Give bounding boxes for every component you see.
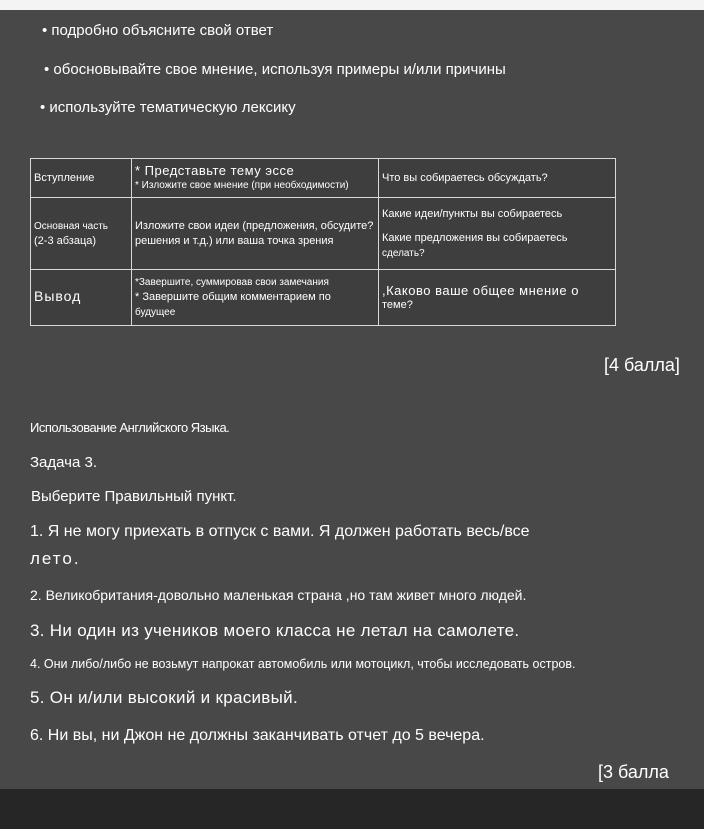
item-6: 6. Ни вы, ни Джон не должны заканчивать отчет до 5 вечера. (30, 727, 485, 744)
instruction-bullet-1: • подробно объясните свой ответ (42, 22, 274, 39)
table-row-conclusion (31, 270, 616, 326)
item-1-line-1: 1. Я не могу приехать в отпуск с вами. Я должен работать весь/все (30, 523, 530, 540)
intro-label: Вступление (31, 159, 132, 198)
instruction-bullet-2: • обосновывайте свое мнение, используя примеры и/или причины (44, 61, 506, 78)
intro-middle-line-1: * Представьте тему эссе (135, 163, 295, 178)
instruction-bullet-3: • используйте тематическую лексику (40, 99, 296, 116)
marks-3: [3 балла (598, 762, 669, 782)
conclusion-middle-line-3: будущее (135, 307, 176, 318)
instruction-text-3: используйте тематическую лексику (49, 99, 296, 116)
body-label-line-2: (2-3 абзаца) (34, 234, 97, 247)
body-right-line-3: сделать? (382, 247, 425, 259)
conclusion-right-line-2: теме? (382, 298, 413, 311)
table-row-intro (31, 159, 616, 198)
item-1-line-2: лето. (30, 549, 81, 568)
instruction-text-2: обосновывайте свое мнение, используя примеры и/или причины (53, 61, 506, 78)
task-title: Задача 3. (30, 454, 98, 471)
conclusion-right (379, 270, 616, 326)
table-row-body (31, 198, 616, 270)
section-title: Использование Английского Языка. (30, 420, 230, 435)
intro-middle (132, 159, 379, 198)
conclusion-middle-line-1: *Завершите, суммировав свои замечания (135, 277, 329, 288)
intro-middle-line-2: * Изложите свое мнение (при необходимости) (135, 180, 349, 191)
conclusion-middle-line-2: * Завершите общим комментарием по (135, 291, 331, 303)
instruction-text-1: подробно объясните свой ответ (51, 22, 274, 39)
body-right-line-2: Какие предложения вы собираетесь (382, 231, 568, 244)
body-label (31, 198, 132, 270)
body-middle-line-2: решения и т.д.) или ваша точка зрения (135, 234, 334, 247)
item-5: 5. Он и/или высокий и красивый. (30, 688, 298, 707)
intro-right: Что вы собираетесь обсуждать? (379, 159, 616, 198)
body-middle-line-1: Изложите свои идеи (предложения, обсудите? (135, 219, 374, 232)
body-middle (132, 198, 379, 270)
body-right-line-1: Какие идеи/пункты вы собираетесь (382, 207, 563, 220)
top-edge (0, 0, 704, 10)
item-3: 3. Ни один из учеников моего класса не летал на самолете. (30, 621, 520, 640)
body-label-line-1: Основная часть (34, 220, 109, 232)
body-right (379, 198, 616, 270)
conclusion-label: Вывод (31, 270, 132, 326)
bottom-edge (0, 789, 704, 829)
conclusion-right-line-1: ,Каково ваше общее мнение о (382, 282, 579, 298)
marks-4: [4 балла] (604, 355, 680, 375)
item-2: 2. Великобритания-довольно маленькая страна ,но там живет много людей. (30, 587, 527, 603)
conclusion-middle (132, 270, 379, 326)
essay-structure-table (30, 158, 616, 326)
item-4: 4. Они либо/либо не возьмут напрокат автомобиль или мотоцикл, чтобы исследовать остров. (30, 657, 576, 671)
task-prompt: Выберите Правильный пункт. (31, 488, 237, 505)
